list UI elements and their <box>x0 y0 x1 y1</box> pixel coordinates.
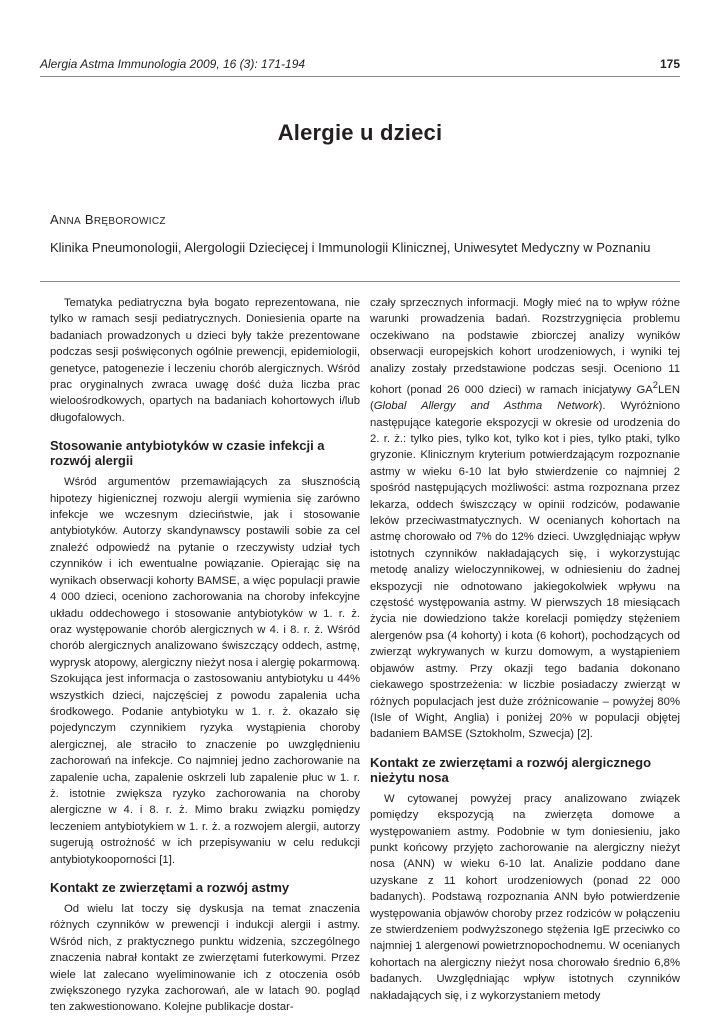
author-first-initial: A <box>50 212 59 227</box>
animals-rhinitis-paragraph: W cytowanej powyżej pracy analizowano związek pomiędzy ekspozycją na zwierzęta domowe a występowaniem astmy. Podobnie w tym doniesieniu, jako punkt końcowy przyjęto zachorowanie na alergiczny nieżyt nosa (ANN) w wieku 6-10 lat. Analizie poddano dane uzyskane z 11 kohort urodzeniowych (ponad 22 000 badanych). Podstawą rozpoznania ANN było potwierdzenie występowania objawów choroby przez rodziców w połączeniu ze stwierdzeniem podwyższonego stężenia IgE przeciwko co najmniej 1 alergenowi powietrznopochodnemu. W ocenianych kohortach na alergiczny nieżyt nosa chorowało średnio 6,8% badanych. Uwzględniając wpływ istotnych czynników nakładających się, i z wykorzystaniem metody <box>370 792 680 1002</box>
author-name <box>50 212 166 227</box>
section-rule <box>40 281 680 282</box>
continuation-text-c: ). Wyróżniono następujące kategorie ekspozycji w okresie od urodzenia do 2. r. ż.: tylko pies, tylko kot, tylko kot i pies, tylko ptaki, tylko gryzonie. Klinicznym kryterium potwierdzającym rozpoznanie astmy w wieku 6-10 lat było stwierdzenie co najmniej 2 spośród następujących możliwości: astma rozpoznana przez lekarza, oddech świszczący w opinii rodziców, podawanie leków przeciwastmatycznych. W ocenianych kohortach na astmę chorowało od 7% do 12% dzieci. Uwzględniając wpływ istotnych czynników nakładających się, i wykorzystując metodę analizy wieloczynnikowej, w odniesieniu do żadnej ekspozycji nie odnotowano jakiegokolwiek wpływu na częstość występowania astmy. W pierwszych 18 miesiącach życia nie dowiedziono także korelacji pomiędzy stężeniem alergenów psa (4 kohorty) i kota (6 kohort), pochodzących od zwierząt wykrywanych w kurzu domowym, a wystąpieniem objawów astmy. Przy okazji tego badania dokonano ciekawego spostrzeżenia: w liczbie posiadaczy zwierząt w różnych populacjach jest duże zróżnicowanie – powyżej 80% (Isle of Wight, Anglia) i poniżej 20% w populacji objętej badaniem BAMSE (Sztokholm, Szwecja) [2]. <box>370 400 680 741</box>
author-affiliation: Klinika Pneumonologii, Alergologii Dziecięcej i Immunologii Klinicznej, Uniwesytet Medyczny w Poznaniu <box>50 240 651 255</box>
network-name: Global Allergy and Asthma Network <box>373 400 599 413</box>
running-header <box>40 57 680 71</box>
continuation-text-b: LEN ( <box>370 383 680 413</box>
journal-citation: Alergia Astma Immunologia 2009, 16 (3): 171-194 <box>40 57 306 71</box>
article-title: Alergie u dzieci <box>277 120 443 145</box>
section-heading-animals-asthma: Kontakt ze zwierzętami a rozwój astmy <box>50 880 290 895</box>
author-last-rest: RĘBOROWICZ <box>93 216 166 227</box>
author-last-initial: B <box>84 212 94 227</box>
antibiotics-paragraph: Wśród argumentów przemawiających za słusznością hipotezy higienicznej rozwoju alergii wymienia się zarówno infekcje we wczesnym dzieciństwie, jak i stosowanie antybiotyków. Autorzy skandynawscy postawili sobie za cel znaleźć odpowiedź na pytanie o rzeczywisty udział tych czynników i ich ewentualne powiązanie. Opierając się na wynikach obserwacji kohorty BAMSE, a więc populacji prawie 4 000 dzieci, oceniono zachorowania na choroby infekcyjne układu oddechowego i stosowanie antybiotyków w 1. r. ż. oraz występowanie chorób alergicznych w 4. i 8. r. ż. Wśród chorób alergicznych analizowano świszczący oddech, astmę, wyprysk atopowy, alergiczny nieżyt nosa i alergię pokarmową. Szokująca jest informacja o zastosowaniu antybiotyku u 44% wszystkich dzieci, najczęściej z powodu zapalenia ucha środkowego. Podanie antybiotyku w 1. r. ż. okazało się pojedynczym czynnikiem ryzyka wystąpienia choroby alergicznej, ale straciło to znaczenie po uwzględnieniu zachorowań na infekcje. Co najmniej jedno zachorowanie na zapalenie ucha, zapalenie oskrzeli lub zapalenie płuc w 1. r. ż. istotnie zwiększa ryzyko zachorowania na choroby alergiczne w 4. i 8. r. ż. Mimo braku związku pomiędzy leczeniem antybiotykiem w 1. r. ż. a rozwojem alergii, autorzy sugerują ostrożność w ich przepisywaniu w celu redukcji antybiotykooporności [1]. <box>50 476 360 866</box>
left-column <box>50 295 360 1016</box>
page-number: 175 <box>659 57 680 71</box>
superscript-2: 2 <box>652 379 659 391</box>
animals-asthma-continuation <box>370 295 680 743</box>
section-heading-antibiotics: Stosowanie antybiotyków w czasie infekcji a rozwój alergii <box>50 438 325 469</box>
right-column <box>370 295 680 1004</box>
author-first-rest: NNA <box>58 216 81 227</box>
animals-asthma-paragraph: Od wielu lat toczy się dyskusja na temat znaczenia różnych czynników w prewencji i indukcji alergii i astmy. Wśród nich, z praktycznego punktu widzenia, szczególnego znaczenia nabrał kontakt ze zwierzętami futerkowymi. Przez wiele lat zalecano wyeliminowanie ich z otoczenia osób zwiększonego ryzyka zachorowań, ale w latach 90. pogląd ten zakwestionowano. Kolejne publikacje dostar- <box>50 903 360 1014</box>
intro-paragraph: Tematyka pediatryczna była bogato reprezentowana, nie tylko w ramach sesji pediatrycznych. Doniesienia oparte na badaniach prowadzonych u dzieci były także prezentowane podczas sesji poświęconych ogólnie prewencji, epidemiologii, genetyce, patogenezie i leczeniu chorób alergicznych. Wśród prac oryginalnych zwraca uwagę dość duża liczba prac wieloośrodkowych, opartych na badaniach kohortowych i/lub długofalowych. <box>50 297 360 424</box>
continuation-text-a: czały sprzecznych informacji. Mogły mieć na to wpływ różne warunki prowadzenia badań. Rozstrzygnięcia problemu oczekiwano na podstawie zbiorczej analizy wyników obserwacji europejskich kohort urodzeniowych, i wyniki tej analizy zostały przedstawione podczas sesji. Oceniono 11 kohort (ponad 26 000 dzieci) w ramach inicjatywy GA <box>370 297 680 396</box>
section-heading-animals-rhinitis: Kontakt ze zwierzętami a rozwój alergicznego nieżytu nosa <box>370 754 652 785</box>
header-rule <box>40 76 680 77</box>
